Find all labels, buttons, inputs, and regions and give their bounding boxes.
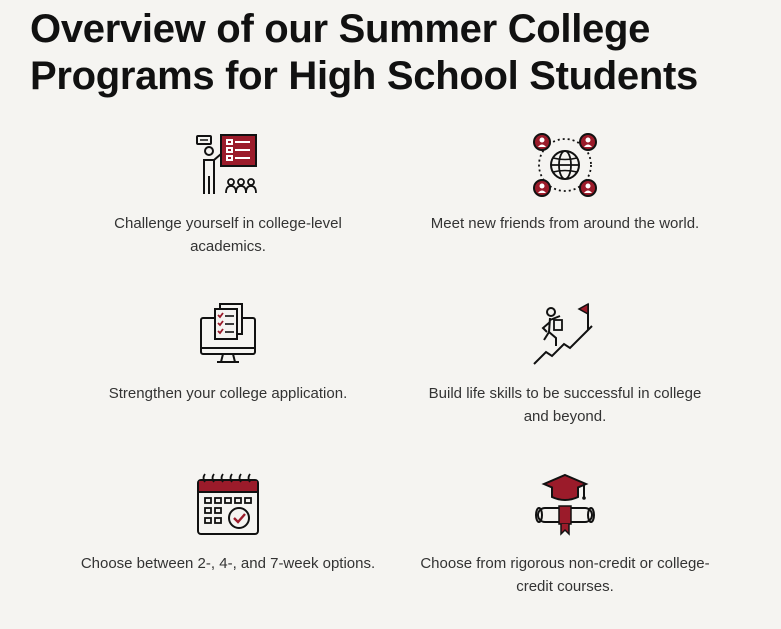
feature-program-length (78, 470, 378, 575)
climbing-to-flag-icon (530, 300, 600, 370)
global-network-icon (530, 130, 600, 200)
feature-academics (78, 130, 378, 258)
feature-courses (415, 470, 715, 598)
calendar-check-icon (193, 470, 263, 540)
feature-text: Challenge yourself in college-level academics. (114, 215, 342, 255)
feature-friends (415, 130, 715, 235)
computer-application-icon (193, 300, 263, 370)
feature-life-skills (415, 300, 715, 428)
feature-text: Build life skills to be successful in college and beyond. (428, 385, 702, 425)
feature-text: Choose from rigorous non-credit or college-credit courses. (420, 555, 710, 595)
feature-application (78, 300, 378, 405)
feature-text: Choose between 2-, 4-, and 7-week options. (80, 555, 376, 572)
feature-text: Meet new friends from around the world. (430, 215, 700, 232)
graduation-diploma-icon (530, 470, 600, 540)
feature-text: Strengthen your college application. (108, 385, 348, 402)
page-title: Overview of our Summer College Programs for High School Students (30, 7, 698, 98)
teacher-presentation-icon (193, 130, 263, 200)
